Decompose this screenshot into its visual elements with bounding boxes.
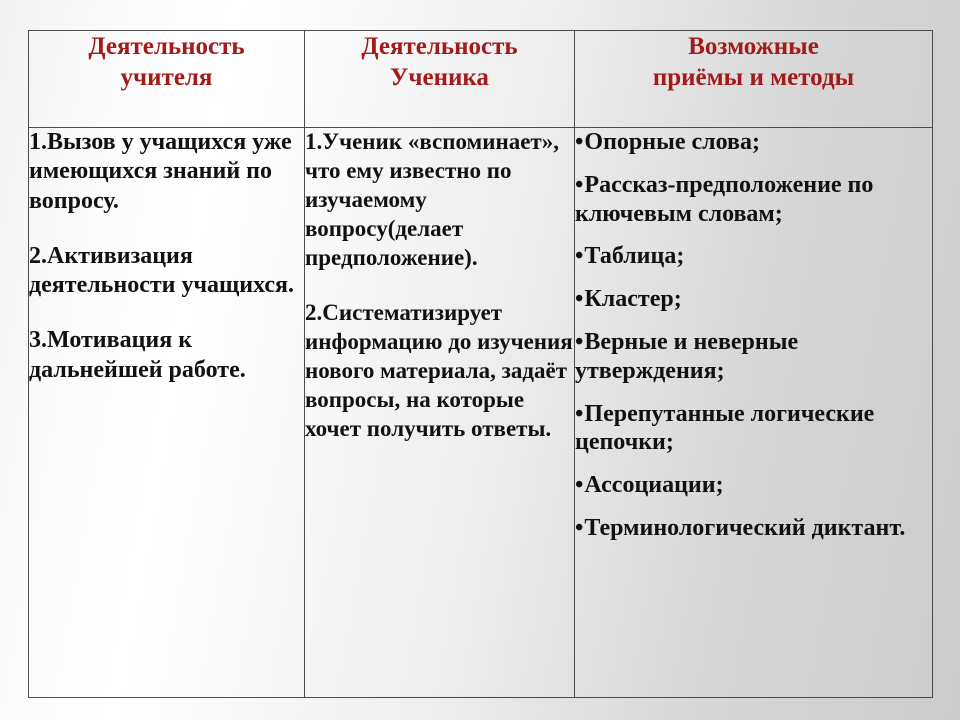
bullet-icon: •: [575, 129, 584, 155]
student-activity-item: 1.Ученик «вспоминает», что ему известно по изучаемому вопросу(делает предположение).: [305, 129, 559, 270]
methods-list: [575, 128, 932, 543]
list-item-label: Верные и неверные утверждения;: [575, 328, 799, 384]
bullet-icon: •: [575, 328, 584, 355]
bullet-icon: •: [575, 514, 584, 541]
teacher-activity-item: 2.Активизация деятельности учащихся.: [29, 242, 295, 299]
cell-methods: [575, 128, 933, 698]
bullet-icon: •: [575, 472, 584, 499]
three-column-table: [28, 30, 933, 698]
cell-teacher-activity: [29, 128, 305, 698]
list-item: [575, 171, 932, 229]
list-item-label: Опорные слова;: [584, 129, 760, 155]
list-item-label: Таблица;: [584, 243, 685, 270]
list-item: [575, 285, 932, 314]
list-item-label: Ассоциации;: [584, 472, 724, 499]
table-body-row: [29, 128, 933, 698]
header-teacher-activity-line1: Деятельность: [88, 33, 245, 60]
list-item-label: Терминологический диктант.: [584, 514, 906, 541]
bullet-icon: •: [575, 243, 584, 270]
bullet-icon: •: [575, 400, 584, 427]
header-methods: [575, 31, 933, 128]
list-item: [575, 400, 932, 458]
table-header-row: [29, 31, 933, 128]
header-methods-line1: Возможные: [688, 33, 819, 60]
header-teacher-activity: [29, 31, 305, 128]
header-teacher-activity-line2: учителя: [120, 64, 213, 92]
teacher-activity-item: 3.Мотивация к дальнейшей работе.: [29, 327, 246, 383]
header-methods-line2: приёмы и методы: [652, 64, 855, 92]
list-item: [575, 471, 932, 500]
cell-student-activity: [305, 128, 575, 698]
list-item-label: Перепутанные логические цепочки;: [575, 400, 875, 456]
header-student-activity-line2: Ученика: [390, 64, 489, 92]
header-student-activity-line1: Деятельность: [361, 33, 518, 60]
list-item: [575, 128, 932, 157]
header-student-activity: [305, 31, 575, 128]
list-item: [575, 328, 932, 386]
list-item-label: Рассказ-предположение по ключевым словам;: [575, 171, 874, 227]
bullet-icon: •: [575, 171, 584, 198]
list-item: [575, 514, 932, 543]
bullet-icon: •: [575, 286, 584, 313]
list-item: [575, 242, 932, 271]
list-item-label: Кластер;: [584, 286, 682, 313]
teacher-activity-item: 1.Вызов у учащихся уже имеющихся знаний по вопросу.: [29, 129, 292, 214]
student-activity-item: 2.Систематизирует информацию до изучения нового материала, задаёт вопросы, на которые хочет получить ответы.: [305, 299, 573, 441]
